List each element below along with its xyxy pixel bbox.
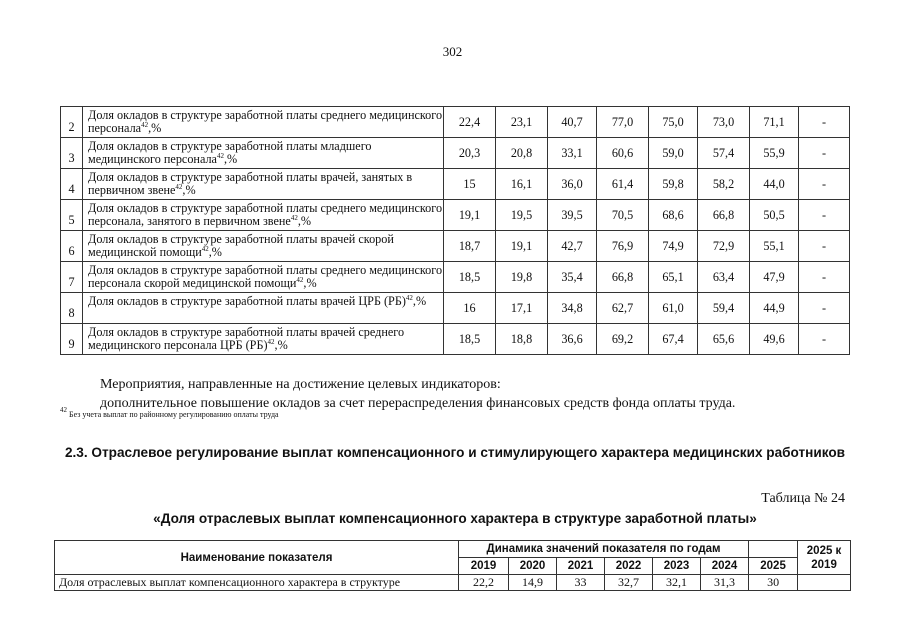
row-number: 9	[61, 324, 83, 355]
row-value: 65,6	[698, 324, 750, 355]
row-value: 47,9	[750, 262, 799, 293]
row-value: 31,3	[701, 575, 749, 591]
row-value: 73,0	[698, 107, 750, 138]
year-header: 2019	[459, 558, 509, 575]
row-value: 57,4	[698, 138, 750, 169]
row-value: 22,2	[459, 575, 509, 591]
row-label-text: Доля окладов в структуре заработной платы младшего медицинского персонала	[88, 139, 372, 166]
row-value: 36,6	[548, 324, 597, 355]
row-value: 66,8	[698, 200, 750, 231]
row-value: 74,9	[649, 231, 698, 262]
row-value: 70,5	[597, 200, 649, 231]
row-value: 19,8	[496, 262, 548, 293]
header-2025-vs-2019: 2025 к 2019	[798, 541, 851, 575]
row-value: 22,4	[444, 107, 496, 138]
table-row	[61, 231, 850, 262]
row-number: 5	[61, 200, 83, 231]
row-value: -	[799, 200, 850, 231]
row-value: 55,9	[750, 138, 799, 169]
row-value: -	[799, 293, 850, 324]
row-value: 39,5	[548, 200, 597, 231]
row-value: 23,1	[496, 107, 548, 138]
row-value: 20,3	[444, 138, 496, 169]
row-value: 61,4	[597, 169, 649, 200]
row-value: 60,6	[597, 138, 649, 169]
page-number: 302	[442, 44, 463, 59]
row-value: 66,8	[597, 262, 649, 293]
row-value: 72,9	[698, 231, 750, 262]
table-row	[61, 262, 850, 293]
row-value: 14,9	[509, 575, 557, 591]
row-number: 4	[61, 169, 83, 200]
footnote-ref: 42	[201, 244, 209, 253]
row-value: 76,9	[597, 231, 649, 262]
row-value: 16,1	[496, 169, 548, 200]
footnote	[60, 406, 279, 419]
row-value: 44,9	[750, 293, 799, 324]
row-value: 68,6	[649, 200, 698, 231]
year-header: 2024	[701, 558, 749, 575]
row-value: -	[799, 169, 850, 200]
table-row	[61, 107, 850, 138]
row-value: 42,7	[548, 231, 597, 262]
row-value: 17,1	[496, 293, 548, 324]
row-value: 71,1	[750, 107, 799, 138]
row-value: 18,8	[496, 324, 548, 355]
row-label	[83, 324, 444, 355]
row-label-suffix: ,%	[297, 213, 312, 228]
row-label	[83, 107, 444, 138]
row-label: Доля отраслевых выплат компенсационного характера в структуре	[55, 575, 459, 591]
row-value: 40,7	[548, 107, 597, 138]
year-header: 2022	[605, 558, 653, 575]
row-label-suffix: ,%	[208, 244, 222, 259]
measures-intro: Мероприятия, направленные на достижение целевых индикаторов:	[100, 377, 501, 392]
footnote-ref: 42	[267, 337, 275, 346]
table-row	[61, 138, 850, 169]
row-value: 18,5	[444, 262, 496, 293]
row-value: 33,1	[548, 138, 597, 169]
row-label-suffix: ,%	[223, 151, 238, 166]
row-label-suffix: ,%	[148, 120, 162, 135]
row-value: -	[799, 107, 850, 138]
row-value: 33	[557, 575, 605, 591]
row-label-text: Доля окладов в структуре заработной платы среднего медицинского персонала	[88, 108, 443, 135]
row-label-text: Доля окладов в структуре заработной платы среднего медицинского персонала, занятого в первичном звене	[88, 201, 443, 228]
year-header: 2021	[557, 558, 605, 575]
header-dynamics: Динамика значений показателя по годам	[459, 541, 749, 558]
row-value	[798, 575, 851, 591]
row-value: 59,8	[649, 169, 698, 200]
row-value: 18,7	[444, 231, 496, 262]
footnote-ref: 42	[405, 294, 413, 302]
row-value: 15	[444, 169, 496, 200]
row-value: 59,0	[649, 138, 698, 169]
row-number: 3	[61, 138, 83, 169]
row-value: 19,5	[496, 200, 548, 231]
table-row	[61, 324, 850, 355]
indicators-table	[60, 106, 850, 355]
row-value: 77,0	[597, 107, 649, 138]
row-label-text: Доля окладов в структуре заработной платы врачей среднего медицинского персонала ЦРБ (РБ)	[88, 325, 405, 352]
row-value: 75,0	[649, 107, 698, 138]
row-label	[83, 231, 444, 262]
row-value: 20,8	[496, 138, 548, 169]
table-number: Таблица № 24	[761, 491, 845, 506]
row-value: 59,4	[698, 293, 750, 324]
row-value: 55,1	[750, 231, 799, 262]
row-number: 2	[61, 107, 83, 138]
footnote-ref: 42	[141, 120, 149, 129]
year-header: 2020	[509, 558, 557, 575]
footnote-ref: 42	[290, 213, 298, 222]
measures-item: дополнительное повышение окладов за счет перераспределения финансовых средств фонда оплаты труда.	[100, 396, 736, 411]
row-number: 8	[61, 293, 83, 324]
row-value: 34,8	[548, 293, 597, 324]
row-value: 58,2	[698, 169, 750, 200]
row-value: 35,4	[548, 262, 597, 293]
row-value: -	[799, 262, 850, 293]
row-value: 36,0	[548, 169, 597, 200]
row-value: -	[799, 231, 850, 262]
row-value: -	[799, 138, 850, 169]
row-label-text: Доля окладов в структуре заработной платы врачей скорой медицинской помощи	[88, 232, 394, 259]
row-label-text: Доля окладов в структуре заработной платы среднего медицинского персонала скорой медицинской помощи	[88, 263, 443, 290]
row-value: 16	[444, 293, 496, 324]
row-value: 18,5	[444, 324, 496, 355]
row-value: 32,7	[605, 575, 653, 591]
row-number: 7	[61, 262, 83, 293]
row-value: 49,6	[750, 324, 799, 355]
row-value: 61,0	[649, 293, 698, 324]
row-label-suffix: ,%	[182, 182, 196, 197]
table-row	[61, 169, 850, 200]
year-header: 2023	[653, 558, 701, 575]
row-label-suffix: ,%	[303, 275, 317, 290]
footnote-ref: 42	[175, 182, 183, 191]
table-row	[61, 200, 850, 231]
row-label-suffix: ,%	[274, 337, 288, 352]
year-header: 2025	[749, 558, 798, 575]
row-value: 32,1	[653, 575, 701, 591]
compensation-table	[54, 540, 851, 591]
row-label	[83, 138, 444, 169]
row-value: 62,7	[597, 293, 649, 324]
row-label	[83, 169, 444, 200]
row-value: 69,2	[597, 324, 649, 355]
row-value: 50,5	[750, 200, 799, 231]
row-value: 65,1	[649, 262, 698, 293]
row-number: 6	[61, 231, 83, 262]
footnote-ref: 42	[296, 275, 304, 284]
row-label	[83, 200, 444, 231]
row-value: 30	[749, 575, 798, 591]
row-label-suffix: ,%	[412, 294, 427, 308]
footnote-ref: 42	[216, 151, 224, 160]
row-value: 44,0	[750, 169, 799, 200]
table-title: «Доля отраслевых выплат компенсационного характера в структуре заработной платы»	[153, 511, 757, 526]
row-value: 19,1	[496, 231, 548, 262]
row-value: 19,1	[444, 200, 496, 231]
table-row	[61, 293, 850, 324]
row-label-text: Доля окладов в структуре заработной платы врачей, занятых в первичном звене	[88, 170, 413, 197]
row-value: 67,4	[649, 324, 698, 355]
row-value: -	[799, 324, 850, 355]
header-indicator-name: Наименование показателя	[55, 541, 459, 575]
row-label	[83, 262, 444, 293]
row-value: 63,4	[698, 262, 750, 293]
footnote-mark: 42	[60, 406, 67, 414]
row-label	[83, 293, 444, 324]
header-empty	[749, 541, 798, 558]
footnote-text: Без учета выплат по районному регулированию оплаты труда	[67, 410, 279, 419]
section-heading: 2.3. Отраслевое регулирование выплат компенсационного и стимулирующего характера медицинских работников	[64, 445, 846, 460]
row-label-text: Доля окладов в структуре заработной платы врачей ЦРБ (РБ)	[88, 294, 406, 308]
